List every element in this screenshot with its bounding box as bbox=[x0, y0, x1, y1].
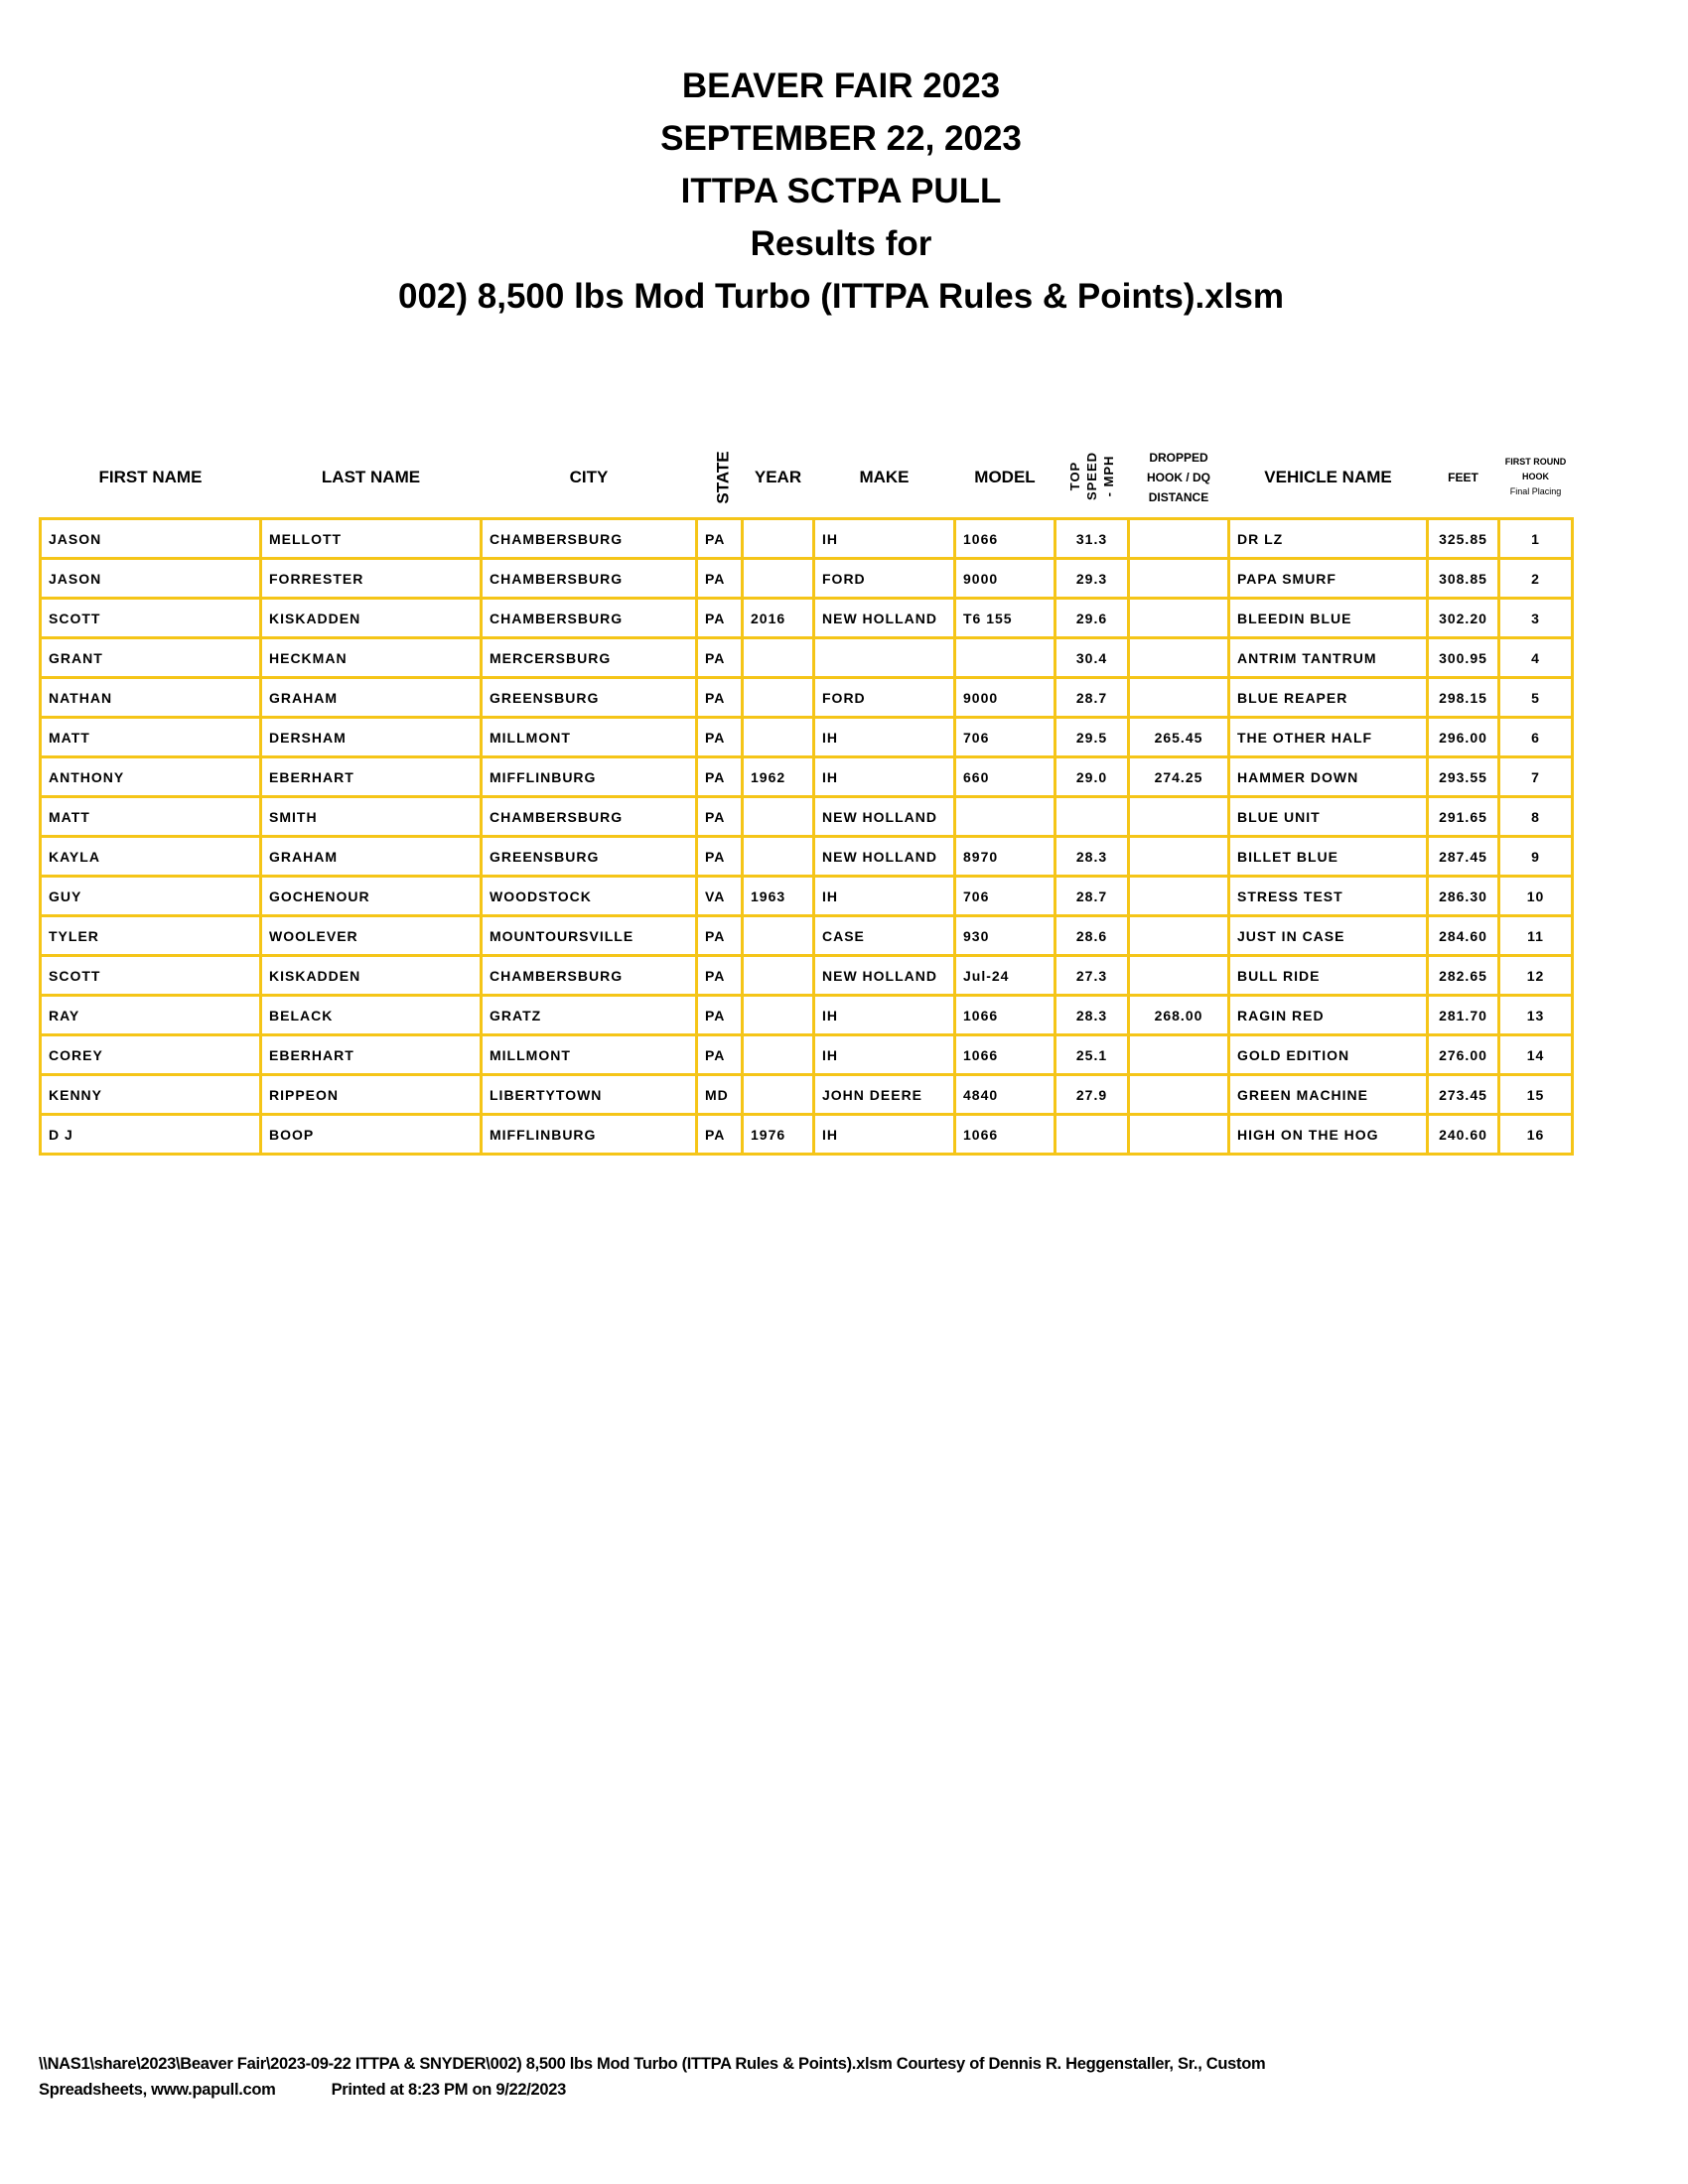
cell-first-name: SCOTT bbox=[41, 599, 261, 638]
footer-credit: Spreadsheets, www.papull.com bbox=[39, 2081, 276, 2099]
title-class: 002) 8,500 lbs Mod Turbo (ITTPA Rules & Points).xlsm bbox=[397, 277, 1284, 316]
cell-vehicle-name: BLUE UNIT bbox=[1229, 797, 1428, 837]
cell-city: WOODSTOCK bbox=[482, 877, 697, 916]
cell-feet: 308.85 bbox=[1428, 559, 1499, 599]
cell-placing: 7 bbox=[1499, 757, 1573, 797]
cell-make: NEW HOLLAND bbox=[814, 837, 955, 877]
cell-state: VA bbox=[697, 877, 743, 916]
results-table bbox=[39, 437, 1574, 1156]
cell-state: PA bbox=[697, 599, 743, 638]
cell-feet: 276.00 bbox=[1428, 1035, 1499, 1075]
footer bbox=[39, 2051, 1588, 2103]
cell-dropped-hook bbox=[1129, 837, 1229, 877]
cell-model: T6 155 bbox=[955, 599, 1055, 638]
cell-model: 1066 bbox=[955, 519, 1055, 559]
cell-year bbox=[743, 678, 814, 718]
cell-first-name: GRANT bbox=[41, 638, 261, 678]
cell-city: MILLMONT bbox=[482, 1035, 697, 1075]
cell-last-name: KISKADDEN bbox=[261, 599, 482, 638]
table-row bbox=[41, 1115, 1573, 1155]
cell-first-name: COREY bbox=[41, 1035, 261, 1075]
cell-vehicle-name: BLEEDIN BLUE bbox=[1229, 599, 1428, 638]
cell-make: JOHN DEERE bbox=[814, 1075, 955, 1115]
table-row bbox=[41, 1035, 1573, 1075]
cell-placing: 10 bbox=[1499, 877, 1573, 916]
cell-year bbox=[743, 837, 814, 877]
header-vehicle-name: VEHICLE NAME bbox=[1264, 467, 1392, 486]
cell-dropped-hook bbox=[1129, 678, 1229, 718]
cell-last-name: GRAHAM bbox=[261, 678, 482, 718]
cell-model: 4840 bbox=[955, 1075, 1055, 1115]
cell-top-speed: 25.1 bbox=[1055, 1035, 1129, 1075]
cell-year bbox=[743, 1075, 814, 1115]
cell-year bbox=[743, 638, 814, 678]
cell-top-speed: 28.3 bbox=[1055, 996, 1129, 1035]
cell-feet: 287.45 bbox=[1428, 837, 1499, 877]
cell-vehicle-name: HIGH ON THE HOG bbox=[1229, 1115, 1428, 1155]
cell-top-speed bbox=[1055, 797, 1129, 837]
cell-last-name: BELACK bbox=[261, 996, 482, 1035]
cell-state: PA bbox=[697, 956, 743, 996]
cell-first-name: RAY bbox=[41, 996, 261, 1035]
cell-last-name: HECKMAN bbox=[261, 638, 482, 678]
cell-model bbox=[955, 638, 1055, 678]
cell-top-speed: 30.4 bbox=[1055, 638, 1129, 678]
cell-feet: 284.60 bbox=[1428, 916, 1499, 956]
cell-city: GRATZ bbox=[482, 996, 697, 1035]
cell-city: MIFFLINBURG bbox=[482, 1115, 697, 1155]
cell-top-speed: 27.9 bbox=[1055, 1075, 1129, 1115]
cell-city: MERCERSBURG bbox=[482, 638, 697, 678]
cell-feet: 281.70 bbox=[1428, 996, 1499, 1035]
cell-vehicle-name: BULL RIDE bbox=[1229, 956, 1428, 996]
cell-placing: 11 bbox=[1499, 916, 1573, 956]
title-event: BEAVER FAIR 2023 bbox=[681, 67, 1001, 105]
cell-dropped-hook bbox=[1129, 1115, 1229, 1155]
cell-year bbox=[743, 916, 814, 956]
cell-state: PA bbox=[697, 916, 743, 956]
cell-make: IH bbox=[814, 1035, 955, 1075]
cell-first-name: SCOTT bbox=[41, 956, 261, 996]
cell-dropped-hook bbox=[1129, 956, 1229, 996]
cell-year: 1962 bbox=[743, 757, 814, 797]
cell-placing: 5 bbox=[1499, 678, 1573, 718]
cell-year bbox=[743, 718, 814, 757]
cell-feet: 302.20 bbox=[1428, 599, 1499, 638]
cell-city: CHAMBERSBURG bbox=[482, 599, 697, 638]
cell-model: 1066 bbox=[955, 996, 1055, 1035]
cell-state: PA bbox=[697, 559, 743, 599]
report-title bbox=[0, 60, 1682, 323]
cell-placing: 14 bbox=[1499, 1035, 1573, 1075]
cell-placing: 13 bbox=[1499, 996, 1573, 1035]
cell-dropped-hook bbox=[1129, 877, 1229, 916]
cell-city: CHAMBERSBURG bbox=[482, 519, 697, 559]
cell-feet: 300.95 bbox=[1428, 638, 1499, 678]
cell-vehicle-name: GOLD EDITION bbox=[1229, 1035, 1428, 1075]
cell-first-name: NATHAN bbox=[41, 678, 261, 718]
cell-year: 2016 bbox=[743, 599, 814, 638]
title-pull: ITTPA SCTPA PULL bbox=[680, 172, 1002, 210]
cell-make: NEW HOLLAND bbox=[814, 956, 955, 996]
cell-vehicle-name: HAMMER DOWN bbox=[1229, 757, 1428, 797]
cell-last-name: WOOLEVER bbox=[261, 916, 482, 956]
cell-state: PA bbox=[697, 718, 743, 757]
cell-top-speed: 27.3 bbox=[1055, 956, 1129, 996]
cell-feet: 282.65 bbox=[1428, 956, 1499, 996]
cell-state: PA bbox=[697, 797, 743, 837]
header-top-speed: TOP SPEED - MPH bbox=[1066, 451, 1116, 501]
cell-feet: 298.15 bbox=[1428, 678, 1499, 718]
table-row bbox=[41, 718, 1573, 757]
cell-top-speed: 29.6 bbox=[1055, 599, 1129, 638]
cell-vehicle-name: RAGIN RED bbox=[1229, 996, 1428, 1035]
cell-first-name: MATT bbox=[41, 797, 261, 837]
cell-first-name: JASON bbox=[41, 559, 261, 599]
cell-last-name: DERSHAM bbox=[261, 718, 482, 757]
footer-printed: Printed at 8:23 PM on 9/22/2023 bbox=[331, 2081, 567, 2099]
table-row bbox=[41, 519, 1573, 559]
title-results-for: Results for bbox=[750, 224, 932, 263]
cell-feet: 286.30 bbox=[1428, 877, 1499, 916]
cell-placing: 15 bbox=[1499, 1075, 1573, 1115]
cell-dropped-hook bbox=[1129, 599, 1229, 638]
cell-top-speed: 31.3 bbox=[1055, 519, 1129, 559]
cell-placing: 8 bbox=[1499, 797, 1573, 837]
cell-make: FORD bbox=[814, 559, 955, 599]
cell-city: LIBERTYTOWN bbox=[482, 1075, 697, 1115]
cell-placing: 6 bbox=[1499, 718, 1573, 757]
cell-state: PA bbox=[697, 757, 743, 797]
cell-first-name: MATT bbox=[41, 718, 261, 757]
cell-model: 660 bbox=[955, 757, 1055, 797]
cell-last-name: BOOP bbox=[261, 1115, 482, 1155]
cell-vehicle-name: GREEN MACHINE bbox=[1229, 1075, 1428, 1115]
cell-state: PA bbox=[697, 638, 743, 678]
cell-vehicle-name: PAPA SMURF bbox=[1229, 559, 1428, 599]
cell-year bbox=[743, 996, 814, 1035]
cell-last-name: SMITH bbox=[261, 797, 482, 837]
cell-make: FORD bbox=[814, 678, 955, 718]
table-row bbox=[41, 916, 1573, 956]
cell-feet: 296.00 bbox=[1428, 718, 1499, 757]
cell-placing: 16 bbox=[1499, 1115, 1573, 1155]
cell-top-speed bbox=[1055, 1115, 1129, 1155]
cell-vehicle-name: STRESS TEST bbox=[1229, 877, 1428, 916]
cell-last-name: EBERHART bbox=[261, 757, 482, 797]
cell-year bbox=[743, 519, 814, 559]
cell-last-name: MELLOTT bbox=[261, 519, 482, 559]
header-first-name: FIRST NAME bbox=[98, 467, 203, 486]
cell-feet: 325.85 bbox=[1428, 519, 1499, 559]
cell-model: 706 bbox=[955, 718, 1055, 757]
table-row bbox=[41, 877, 1573, 916]
cell-first-name: TYLER bbox=[41, 916, 261, 956]
cell-model: 930 bbox=[955, 916, 1055, 956]
cell-first-name: GUY bbox=[41, 877, 261, 916]
header-state: STATE bbox=[713, 450, 733, 504]
cell-first-name: KAYLA bbox=[41, 837, 261, 877]
cell-vehicle-name: THE OTHER HALF bbox=[1229, 718, 1428, 757]
cell-model: 1066 bbox=[955, 1035, 1055, 1075]
cell-year bbox=[743, 1035, 814, 1075]
cell-model bbox=[955, 797, 1055, 837]
table-row bbox=[41, 757, 1573, 797]
cell-model: 8970 bbox=[955, 837, 1055, 877]
cell-state: PA bbox=[697, 678, 743, 718]
cell-city: MOUNTOURSVILLE bbox=[482, 916, 697, 956]
cell-model: 9000 bbox=[955, 559, 1055, 599]
cell-top-speed: 28.6 bbox=[1055, 916, 1129, 956]
cell-city: MIFFLINBURG bbox=[482, 757, 697, 797]
cell-make: IH bbox=[814, 718, 955, 757]
cell-dropped-hook: 265.45 bbox=[1129, 718, 1229, 757]
cell-last-name: RIPPEON bbox=[261, 1075, 482, 1115]
table-row bbox=[41, 797, 1573, 837]
cell-first-name: D J bbox=[41, 1115, 261, 1155]
cell-last-name: EBERHART bbox=[261, 1035, 482, 1075]
cell-model: 706 bbox=[955, 877, 1055, 916]
cell-make: IH bbox=[814, 519, 955, 559]
cell-last-name: FORRESTER bbox=[261, 559, 482, 599]
cell-make: CASE bbox=[814, 916, 955, 956]
cell-vehicle-name: BILLET BLUE bbox=[1229, 837, 1428, 877]
cell-city: CHAMBERSBURG bbox=[482, 956, 697, 996]
cell-dropped-hook: 268.00 bbox=[1129, 996, 1229, 1035]
cell-city: GREENSBURG bbox=[482, 837, 697, 877]
cell-make: NEW HOLLAND bbox=[814, 599, 955, 638]
cell-top-speed: 29.3 bbox=[1055, 559, 1129, 599]
cell-city: GREENSBURG bbox=[482, 678, 697, 718]
table-row bbox=[41, 996, 1573, 1035]
cell-feet: 291.65 bbox=[1428, 797, 1499, 837]
cell-year bbox=[743, 559, 814, 599]
cell-model: 1066 bbox=[955, 1115, 1055, 1155]
cell-feet: 293.55 bbox=[1428, 757, 1499, 797]
cell-dropped-hook bbox=[1129, 559, 1229, 599]
cell-last-name: GRAHAM bbox=[261, 837, 482, 877]
cell-feet: 240.60 bbox=[1428, 1115, 1499, 1155]
cell-placing: 3 bbox=[1499, 599, 1573, 638]
header-dropped-hook: DROPPED HOOK / DQ DISTANCE bbox=[1146, 450, 1210, 504]
table-row bbox=[41, 638, 1573, 678]
table-row bbox=[41, 559, 1573, 599]
cell-last-name: KISKADDEN bbox=[261, 956, 482, 996]
cell-placing: 4 bbox=[1499, 638, 1573, 678]
cell-dropped-hook bbox=[1129, 1075, 1229, 1115]
cell-make: IH bbox=[814, 757, 955, 797]
cell-dropped-hook bbox=[1129, 797, 1229, 837]
cell-first-name: ANTHONY bbox=[41, 757, 261, 797]
cell-feet: 273.45 bbox=[1428, 1075, 1499, 1115]
cell-city: MILLMONT bbox=[482, 718, 697, 757]
cell-state: PA bbox=[697, 519, 743, 559]
cell-placing: 2 bbox=[1499, 559, 1573, 599]
cell-state: PA bbox=[697, 1115, 743, 1155]
header-model: MODEL bbox=[974, 467, 1036, 486]
cell-year bbox=[743, 797, 814, 837]
cell-state: PA bbox=[697, 996, 743, 1035]
cell-dropped-hook bbox=[1129, 916, 1229, 956]
header-city: CITY bbox=[569, 467, 609, 486]
header-row bbox=[41, 437, 1573, 519]
cell-state: MD bbox=[697, 1075, 743, 1115]
cell-year: 1963 bbox=[743, 877, 814, 916]
header-year: YEAR bbox=[754, 467, 802, 486]
cell-last-name: GOCHENOUR bbox=[261, 877, 482, 916]
cell-vehicle-name: ANTRIM TANTRUM bbox=[1229, 638, 1428, 678]
cell-vehicle-name: BLUE REAPER bbox=[1229, 678, 1428, 718]
cell-make: IH bbox=[814, 1115, 955, 1155]
cell-vehicle-name: DR LZ bbox=[1229, 519, 1428, 559]
cell-make: IH bbox=[814, 877, 955, 916]
header-last-name: LAST NAME bbox=[321, 467, 421, 486]
cell-model: 9000 bbox=[955, 678, 1055, 718]
cell-top-speed: 28.7 bbox=[1055, 877, 1129, 916]
header-feet: FEET bbox=[1448, 470, 1478, 484]
cell-first-name: KENNY bbox=[41, 1075, 261, 1115]
cell-top-speed: 29.0 bbox=[1055, 757, 1129, 797]
cell-make: IH bbox=[814, 996, 955, 1035]
cell-dropped-hook bbox=[1129, 519, 1229, 559]
table-row bbox=[41, 956, 1573, 996]
header-make: MAKE bbox=[859, 467, 910, 486]
cell-make bbox=[814, 638, 955, 678]
cell-year: 1976 bbox=[743, 1115, 814, 1155]
cell-city: CHAMBERSBURG bbox=[482, 797, 697, 837]
cell-dropped-hook bbox=[1129, 1035, 1229, 1075]
table-row bbox=[41, 837, 1573, 877]
cell-city: CHAMBERSBURG bbox=[482, 559, 697, 599]
table-row bbox=[41, 599, 1573, 638]
cell-first-name: JASON bbox=[41, 519, 261, 559]
table-row bbox=[41, 1075, 1573, 1115]
header-placing: FIRST ROUND HOOK Final Placing bbox=[1504, 457, 1567, 496]
cell-top-speed: 28.7 bbox=[1055, 678, 1129, 718]
footer-path: \\NAS1\share\2023\Beaver Fair\2023-09-22 ITTPA & SNYDER\002) 8,500 lbs Mod Turbo (ITTPA Rules & Points).xlsm Courtesy of Dennis R. Heggenstaller, Sr., Custom bbox=[39, 2055, 1266, 2073]
cell-year bbox=[743, 956, 814, 996]
cell-model: Jul-24 bbox=[955, 956, 1055, 996]
cell-top-speed: 28.3 bbox=[1055, 837, 1129, 877]
cell-make: NEW HOLLAND bbox=[814, 797, 955, 837]
cell-dropped-hook: 274.25 bbox=[1129, 757, 1229, 797]
cell-state: PA bbox=[697, 1035, 743, 1075]
cell-vehicle-name: JUST IN CASE bbox=[1229, 916, 1428, 956]
cell-state: PA bbox=[697, 837, 743, 877]
cell-placing: 1 bbox=[1499, 519, 1573, 559]
cell-placing: 9 bbox=[1499, 837, 1573, 877]
table-row bbox=[41, 678, 1573, 718]
cell-placing: 12 bbox=[1499, 956, 1573, 996]
cell-dropped-hook bbox=[1129, 638, 1229, 678]
title-date: SEPTEMBER 22, 2023 bbox=[660, 119, 1022, 158]
cell-top-speed: 29.5 bbox=[1055, 718, 1129, 757]
